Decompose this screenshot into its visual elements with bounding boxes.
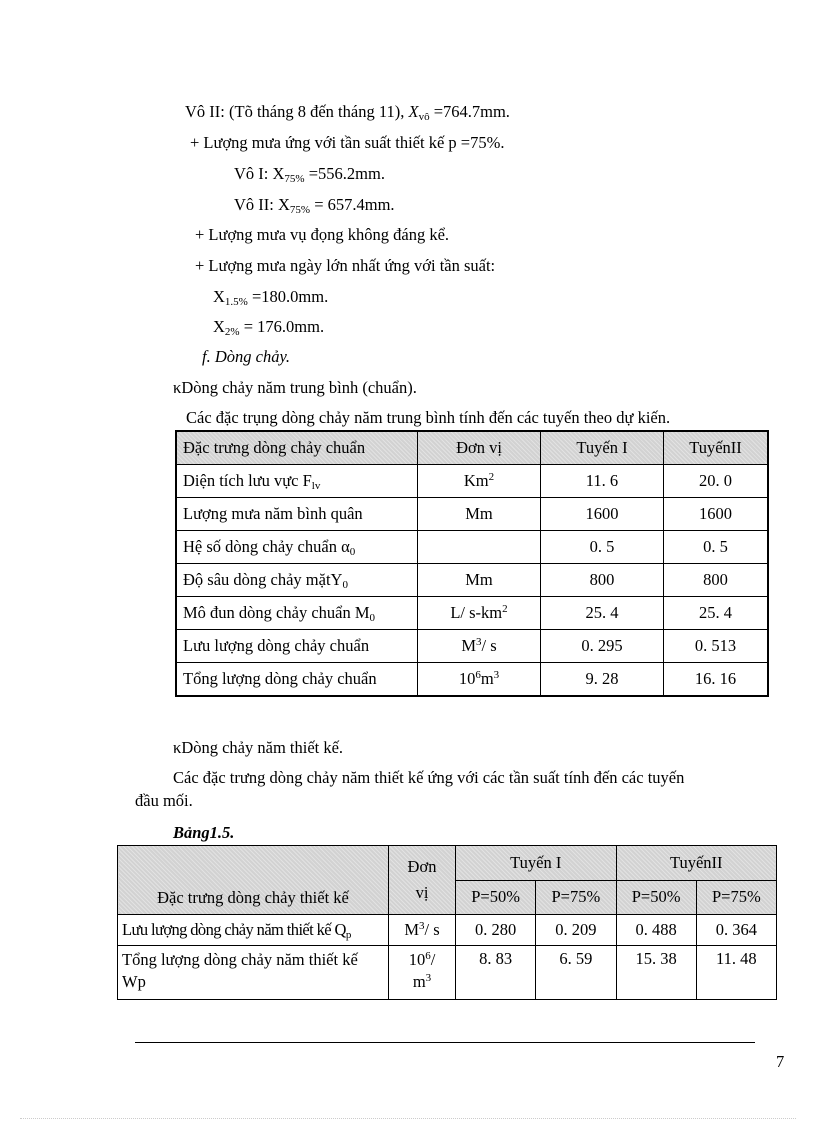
value-tuyen-1: 1600 xyxy=(541,498,664,531)
table-row xyxy=(176,564,768,597)
unit-text-2: m xyxy=(412,972,426,991)
value-tuyen-2: 800 xyxy=(664,564,769,597)
table-row xyxy=(176,630,768,663)
table-row xyxy=(176,498,768,531)
row-unit xyxy=(389,915,456,946)
table-standard-flow xyxy=(175,430,769,697)
label-sub: lv xyxy=(311,480,321,492)
unit-sup: 3 xyxy=(419,920,425,932)
x2-sub: 2% xyxy=(224,326,240,338)
table-row xyxy=(118,915,777,946)
col-p75-tuyen-1: P=75% xyxy=(536,880,616,915)
value-p75-tuyen-1: 6. 59 xyxy=(536,946,616,1000)
unit-line-2: vị xyxy=(415,883,429,902)
label-text: Lưu lượng dòng chảy năm thiết kế Q xyxy=(122,920,346,939)
footer-divider xyxy=(135,1042,755,1043)
unit-after: / s xyxy=(481,636,497,655)
table2-intro-line1: Các đặc trưng dòng chảy năm thiết kế ứng với các tần suất tính đến các tuyến xyxy=(173,768,685,787)
line-vo-ii-period xyxy=(185,102,510,122)
row-unit xyxy=(418,465,541,498)
unit-line-1: Đơn xyxy=(407,857,437,876)
line-rain-75: + Lượng mưa ứng với tần suất thiết kế p =75%. xyxy=(190,133,505,152)
vo-i-sub: 75% xyxy=(284,173,305,185)
value-tuyen-2: 16. 16 xyxy=(664,663,769,697)
page-number: 7 xyxy=(776,1052,785,1071)
col-header-tuyen-1: Tuyến I xyxy=(541,431,664,465)
label-line-2: Wp xyxy=(122,972,146,991)
row-unit: Mm xyxy=(418,564,541,597)
line-max-day: + Lượng mưa ngày lớn nhất ứng với tần suất: xyxy=(195,256,496,275)
row-unit xyxy=(418,531,541,564)
vo-i-label: Vô I: X xyxy=(234,164,285,183)
label-line-1: Tổng lượng dòng chảy năm thiết kế xyxy=(122,950,358,969)
value-p75-tuyen-2: 0. 364 xyxy=(696,915,776,946)
value-tuyen-2: 0. 513 xyxy=(664,630,769,663)
unit-sup-2: 3 xyxy=(493,669,500,681)
table-row xyxy=(176,663,768,697)
subsection-annual-flow: κDòng chảy năm trung bình (chuẩn). xyxy=(173,378,417,397)
row-label xyxy=(118,915,389,946)
vo-i-value: =556.2mm. xyxy=(304,164,385,183)
row-label xyxy=(176,465,418,498)
subsection-design-flow: κDòng chảy năm thiết kế. xyxy=(173,738,344,757)
value-p75-tuyen-2: 11. 48 xyxy=(696,946,776,1000)
label-sub: 0 xyxy=(369,612,376,624)
value-p50-tuyen-2: 0. 488 xyxy=(616,915,696,946)
value-tuyen-1: 9. 28 xyxy=(541,663,664,697)
table-header-row xyxy=(176,431,768,465)
vo-ii-75-value: = 657.4mm. xyxy=(310,195,395,214)
line-x2 xyxy=(213,317,324,337)
value-p75-tuyen-1: 0. 209 xyxy=(536,915,616,946)
row-unit: Mm xyxy=(418,498,541,531)
unit-sup: 3 xyxy=(476,636,482,648)
value-tuyen-2: 1600 xyxy=(664,498,769,531)
value-tuyen-2: 20. 0 xyxy=(664,465,769,498)
unit-after: / xyxy=(430,950,436,969)
row-unit xyxy=(418,663,541,697)
table-design-flow xyxy=(117,845,777,1000)
label-sub: 0 xyxy=(349,546,356,558)
label-text: Mô đun dòng chảy chuẩn M xyxy=(183,603,370,622)
row-label: Lưu lượng dòng chảy chuẩn xyxy=(176,630,418,663)
section-heading-f: f. Dòng chảy. xyxy=(202,347,290,366)
col-header-tuyen-2: TuyếnII xyxy=(664,431,769,465)
unit-after: / s xyxy=(424,920,440,939)
col-p75-tuyen-2: P=75% xyxy=(696,880,776,915)
col-header-characteristic: Đặc trưng dòng chảy chuẩn xyxy=(176,431,418,465)
vo-ii-value: =764.7mm. xyxy=(429,102,510,121)
x15-sub: 1.5% xyxy=(224,296,248,308)
unit-sup: 6 xyxy=(475,669,481,681)
line-vo-ii-75 xyxy=(234,195,395,215)
value-tuyen-1: 0. 295 xyxy=(541,630,664,663)
unit-after: m xyxy=(480,669,494,688)
unit-text: 10 xyxy=(408,950,426,969)
x-symbol: X xyxy=(408,102,419,121)
value-p50-tuyen-2: 15. 38 xyxy=(616,946,696,1000)
col-p50-tuyen-1: P=50% xyxy=(456,880,536,915)
line-x15 xyxy=(213,287,328,307)
unit-text: M xyxy=(404,920,420,939)
table-row xyxy=(176,465,768,498)
unit-sup-2: 3 xyxy=(425,972,432,984)
line-dry-season: + Lượng mưa vụ đọng không đáng kể. xyxy=(195,225,450,244)
label-text: Diện tích lưu vực F xyxy=(183,471,312,490)
table-row xyxy=(176,531,768,564)
x-subscript: vô xyxy=(418,111,430,123)
unit-sup: 2 xyxy=(488,471,495,483)
vo-ii-text: Vô II: (Tõ tháng 8 đến tháng 11), xyxy=(185,102,409,121)
col-header-characteristic: Đặc trưng dòng chảy thiết kế xyxy=(118,846,389,915)
row-label xyxy=(118,946,389,1000)
row-label xyxy=(176,564,418,597)
x15-value: =180.0mm. xyxy=(247,287,329,306)
x2-label: X xyxy=(213,317,225,336)
unit-text: M xyxy=(461,636,477,655)
label-sub: 0 xyxy=(342,579,348,591)
col-p50-tuyen-2: P=50% xyxy=(616,880,696,915)
unit-sup: 6 xyxy=(425,950,431,962)
row-label xyxy=(176,597,418,630)
label-sub: p xyxy=(345,929,351,941)
table2-intro-line2: đầu mối. xyxy=(135,791,193,810)
value-tuyen-2: 25. 4 xyxy=(664,597,769,630)
value-tuyen-1: 25. 4 xyxy=(541,597,664,630)
line-vo-i-75 xyxy=(234,164,385,184)
unit-text: L/ s-km xyxy=(450,603,503,622)
row-unit xyxy=(418,630,541,663)
value-tuyen-1: 800 xyxy=(541,564,664,597)
value-tuyen-1: 0. 5 xyxy=(541,531,664,564)
unit-sup: 2 xyxy=(502,603,508,615)
row-unit xyxy=(418,597,541,630)
unit-text: 10 xyxy=(458,669,476,688)
value-p50-tuyen-1: 0. 280 xyxy=(456,915,536,946)
label-text: Hệ số dòng chảy chuẩn α xyxy=(183,537,350,556)
col-header-unit xyxy=(389,846,456,915)
row-unit xyxy=(389,946,456,1000)
row-label: Lượng mưa năm bình quân xyxy=(176,498,418,531)
col-header-tuyen-1: Tuyến I xyxy=(456,846,617,881)
value-tuyen-1: 11. 6 xyxy=(541,465,664,498)
table-row xyxy=(118,946,777,1000)
x2-value: = 176.0mm. xyxy=(239,317,325,336)
col-header-tuyen-2: TuyếnII xyxy=(616,846,777,881)
table1-intro: Các đặc trụng dòng chảy năm trung bình tính đến các tuyến theo dự kiến. xyxy=(186,408,671,427)
vo-ii-sub: 75% xyxy=(289,204,311,216)
row-label xyxy=(176,531,418,564)
table2-caption: Bảng1.5. xyxy=(173,823,235,842)
value-tuyen-2: 0. 5 xyxy=(664,531,769,564)
vo-ii-label: Vô II: X xyxy=(234,195,290,214)
unit-text: Km xyxy=(463,471,489,490)
col-header-unit: Đơn vị xyxy=(418,431,541,465)
value-p50-tuyen-1: 8. 83 xyxy=(456,946,536,1000)
table-header-row xyxy=(118,846,777,881)
label-text: Độ sâu dòng chảy mặtY xyxy=(183,570,343,589)
page-bottom-edge xyxy=(20,1118,796,1119)
row-label: Tổng lượng dòng chảy chuẩn xyxy=(176,663,418,697)
table-row xyxy=(176,597,768,630)
x15-label: X xyxy=(213,287,225,306)
